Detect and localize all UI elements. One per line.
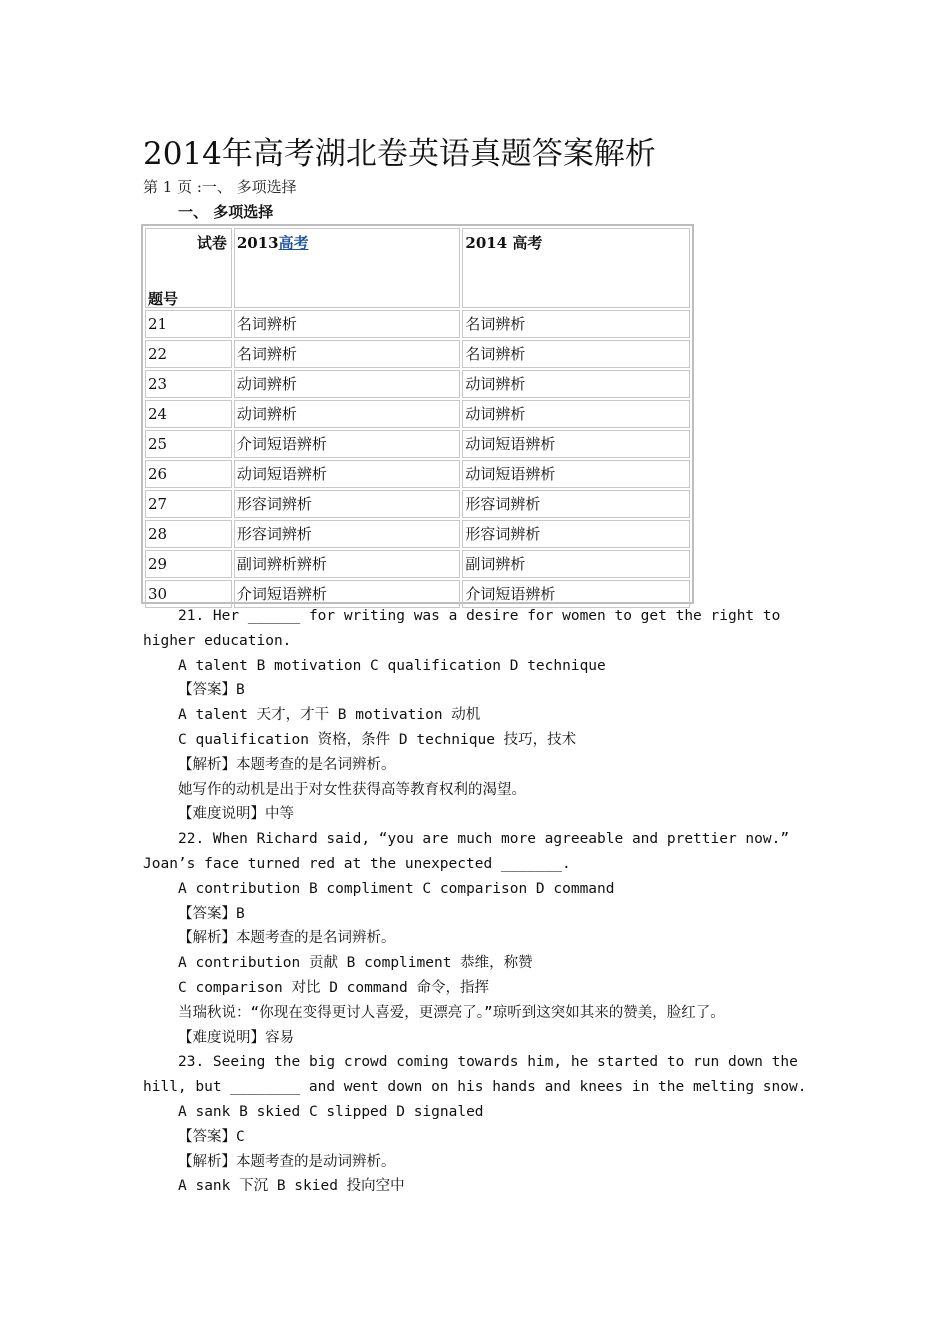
type-2013-cell: 名词辨析: [234, 340, 461, 368]
type-2013-cell: 介词短语辨析: [234, 430, 461, 458]
type-2013-cell: 动词短语辨析: [234, 460, 461, 488]
text-line: 当瑞秋说：“你现在变得更讨人喜爱，更漂亮了。”琼听到这突如其来的赞美，脸红了。: [178, 1004, 725, 1021]
type-2013-cell: 副词辨析辨析: [234, 550, 461, 578]
question-number-cell: 25: [145, 430, 232, 458]
table-row: [145, 460, 690, 488]
table-row: [145, 430, 690, 458]
type-2014-cell: 动词辨析: [462, 370, 690, 398]
document-title: 2014年高考湖北卷英语真题答案解析: [143, 136, 656, 172]
question-type-table: [141, 224, 694, 604]
type-2014-cell: 名词辨析: [462, 310, 690, 338]
question-number-cell: 21: [145, 310, 232, 338]
text-line: 23. Seeing the big crowd coming towards him, he started to run down the: [178, 1054, 798, 1071]
text-line: A contribution 贡献 B compliment 恭维，称赞: [178, 955, 533, 972]
text-line: 【解析】本题考查的是名词辨析。: [178, 930, 396, 947]
type-2014-cell: 名词辨析: [462, 340, 690, 368]
text-line: hill, but ________ and went down on his hands and knees in the melting snow.: [143, 1079, 807, 1096]
header-cell-2013: [234, 228, 461, 308]
text-line: 【难度说明】中等: [178, 806, 294, 823]
text-line: 【答案】C: [178, 1128, 245, 1145]
table-row: [145, 520, 690, 548]
text-line: 【答案】B: [178, 682, 245, 699]
type-2013-cell: 形容词辨析: [234, 490, 461, 518]
table-row: [145, 310, 690, 338]
type-2014-cell: 形容词辨析: [462, 490, 690, 518]
type-2013-cell: 名词辨析: [234, 310, 461, 338]
type-2013-cell: 形容词辨析: [234, 520, 461, 548]
text-line: A talent 天才，才干 B motivation 动机: [178, 707, 481, 724]
type-2014-cell: 动词短语辨析: [462, 430, 690, 458]
header-number-label: 题号: [148, 290, 179, 308]
question-text-body: [143, 604, 823, 1199]
header-paper-label: 试卷: [196, 234, 227, 252]
text-line: 她写作的动机是出于对女性获得高等教育权利的渴望。: [178, 781, 526, 798]
text-line: A sank 下沉 B skied 投向空中: [178, 1178, 405, 1195]
text-line: 【难度说明】容易: [178, 1029, 294, 1046]
text-line: A sank B skied C slipped D signaled: [178, 1103, 484, 1120]
type-2013-cell: 介词短语辨析: [234, 580, 461, 608]
text-line: higher education.: [143, 632, 292, 649]
table-row: [145, 340, 690, 368]
type-2013-cell: 动词辨析: [234, 400, 461, 428]
question-number-cell: 24: [145, 400, 232, 428]
type-2013-cell: 动词辨析: [234, 370, 461, 398]
header-cell-2014: 2014 高考: [462, 228, 690, 308]
text-line: A contribution B compliment C comparison D command: [178, 880, 615, 897]
text-line: 【解析】本题考查的是名词辨析。: [178, 756, 396, 773]
type-2014-cell: 形容词辨析: [462, 520, 690, 548]
gaokao-link[interactable]: 高考: [278, 234, 309, 252]
header-2013-prefix: 2013: [236, 234, 279, 252]
page-indicator: 第 1 页 :一、 多项选择: [143, 178, 297, 196]
question-number-cell: 28: [145, 520, 232, 548]
type-2014-cell: 动词短语辨析: [462, 460, 690, 488]
question-number-cell: 22: [145, 340, 232, 368]
type-2014-cell: 介词短语辨析: [462, 580, 690, 608]
text-line: C comparison 对比 D command 命令，指挥: [178, 979, 490, 996]
type-2014-cell: 副词辨析: [462, 550, 690, 578]
table-header-row: [145, 228, 690, 308]
question-number-cell: 26: [145, 460, 232, 488]
question-number-cell: 29: [145, 550, 232, 578]
type-2014-cell: 动词辨析: [462, 400, 690, 428]
table-row: [145, 550, 690, 578]
text-line: 【解析】本题考查的是动词辨析。: [178, 1153, 396, 1170]
text-line: A talent B motivation C qualification D technique: [178, 657, 606, 674]
section-heading: 一、 多项选择: [178, 203, 274, 221]
table-row: [145, 400, 690, 428]
text-line: 22. When Richard said, “you are much more agreeable and prettier now.”: [178, 831, 790, 848]
text-line: 21. Her ______ for writing was a desire for women to get the right to: [178, 608, 781, 624]
text-line: 【答案】B: [178, 905, 245, 922]
question-number-cell: 23: [145, 370, 232, 398]
question-number-cell: 27: [145, 490, 232, 518]
question-number-cell: 30: [145, 580, 232, 608]
header-cell-paper-number: [145, 228, 232, 308]
table-row: [145, 370, 690, 398]
text-line: C qualification 资格，条件 D technique 技巧，技术: [178, 731, 577, 748]
text-line: Joan’s face turned red at the unexpected _______.: [143, 855, 571, 872]
table-row: [145, 490, 690, 518]
